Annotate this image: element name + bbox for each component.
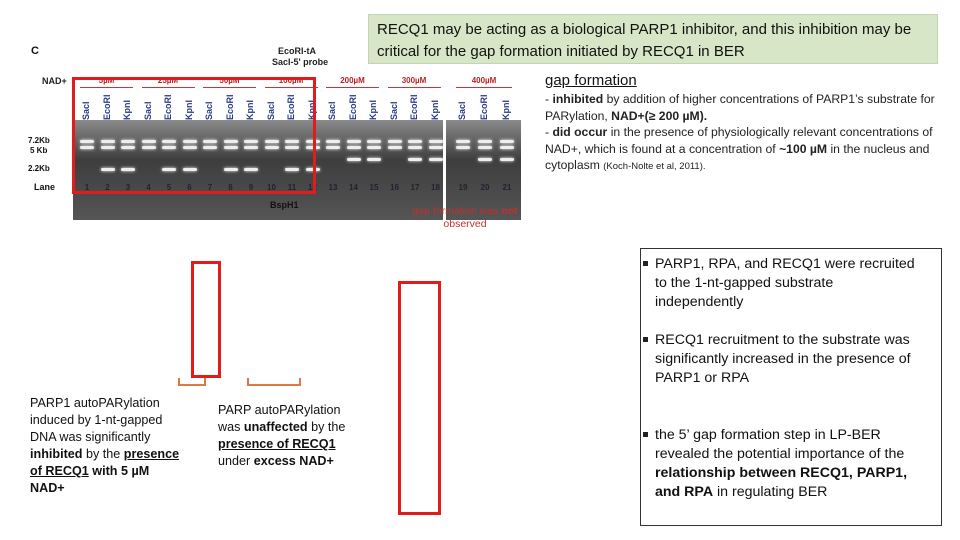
probe-label-1: EcoRI-tA (278, 46, 316, 56)
gel-band (326, 146, 340, 149)
enzyme-label: SacI (204, 101, 214, 120)
gel-band (429, 146, 443, 149)
gel-band (456, 146, 470, 149)
gel-band (478, 146, 492, 149)
lane-number: 7 (207, 183, 213, 192)
gel-band (429, 140, 443, 143)
summary-bullet-box (640, 248, 942, 526)
lane-number: 16 (390, 183, 399, 192)
bullet-square-icon (643, 337, 648, 342)
enzyme-label: SacI (265, 101, 276, 120)
bsph1-label: BspH1 (270, 200, 299, 210)
gap-not-observed-note: gap formation was not observed (412, 205, 518, 230)
gel-band (408, 158, 422, 161)
lane-number: 9 (248, 183, 254, 192)
lane-bracket-mid (247, 378, 301, 386)
lane-number: 13 (328, 183, 338, 192)
mid-caption: PARP autoPARylation was unaffected by the presence of RECQ1 under excess NAD+ (218, 403, 346, 468)
concentration-label: 100µM (278, 76, 304, 85)
concentration-label: 200µM (340, 76, 365, 85)
gel-band (478, 158, 492, 161)
gap-formation-heading: gap formation (545, 72, 637, 89)
bullet-item: RECQ1 recruitment to the substrate was significantly increased in the presence of PARP1 or RPA (655, 331, 925, 388)
lane-number: 19 (458, 183, 468, 192)
enzyme-label: KpnI (183, 100, 194, 120)
lane-number: 5 (166, 183, 172, 192)
enzyme-label: SacI (327, 101, 337, 120)
gel-band (500, 146, 514, 149)
concentration-underline (456, 87, 512, 88)
lane-number: 11 (287, 183, 297, 192)
gel-band (388, 140, 402, 143)
enzyme-label: SacI (81, 101, 91, 120)
blot-highlight-box-left (191, 261, 221, 378)
lane-number: 15 (369, 183, 379, 192)
lane-number: 20 (480, 183, 490, 192)
lane-number: 10 (267, 183, 276, 192)
enzyme-label: EcoRI (479, 94, 489, 120)
enzyme-label: KpnI (368, 100, 378, 120)
panel-letter: C (31, 45, 39, 57)
enzyme-label: KpnI (122, 100, 132, 120)
enzyme-label: EcoRI (101, 94, 112, 120)
gel-band (347, 158, 361, 161)
enzyme-label: EcoRI (163, 94, 173, 120)
gel-highlight-box (72, 77, 316, 194)
lane-number: 2 (105, 183, 110, 192)
gel-band (478, 140, 492, 143)
probe-label-2: SacI-5' probe (272, 57, 329, 67)
gap-formation-description: - inhibited by addition of higher concentrations of PARP1’s substrate for PARylation, NAD+(≥ 200 µM). - did occur in the presence of physiologically relevant concentrations of NAD+, which is found at a concentration of ~100 µM in the nucleus and cytoplasm (Koch-Nolte et al, 2011). (545, 92, 935, 172)
bullet-square-icon (643, 261, 648, 266)
enzyme-label: KpnI (429, 100, 440, 120)
size-label-7kb: 7.2Kb (28, 136, 50, 145)
lane-number: 6 (187, 183, 192, 192)
concentration-label: 5µM (98, 76, 115, 85)
enzyme-label: EcoRI (347, 94, 358, 120)
gel-band (367, 158, 381, 161)
gel-band (429, 158, 443, 161)
enzyme-label: KpnI (501, 100, 511, 120)
gel-band (500, 140, 514, 143)
bullet-square-icon (643, 432, 648, 437)
concentration-underline (326, 87, 379, 88)
lane-number: 21 (502, 183, 512, 192)
lane-number: 8 (228, 183, 233, 192)
enzyme-label: SacI (142, 101, 153, 120)
concentration-underline (388, 87, 441, 88)
lane-number: 18 (431, 183, 440, 192)
enzyme-label: KpnI (245, 100, 255, 120)
lane-number: 3 (125, 183, 131, 192)
lane-number: 14 (349, 183, 358, 192)
enzyme-label: SacI (457, 101, 467, 120)
gel-band (408, 140, 422, 143)
concentration-label: 300µM (401, 76, 427, 85)
bullet-item: the 5’ gap formation step in LP-BER revealed the potential importance of the relationship between RECQ1, PARP1, and RPA in regulating BER (655, 426, 925, 502)
enzyme-label: KpnI (306, 100, 317, 120)
lane-number: 17 (410, 183, 420, 192)
enzyme-label: EcoRI (286, 94, 296, 120)
enzyme-label: EcoRI (224, 94, 235, 120)
gel-band (456, 140, 470, 143)
nad-label: NAD+ (42, 76, 67, 86)
left-caption: PARP1 autoPARylation induced by 1-nt-gapped DNA was significantly inhibited by the presence of RECQ1 with 5 µM NAD+ (30, 396, 180, 495)
bullet-item: PARP1, RPA, and RECQ1 were recruited to the 1-nt-gapped substrate independently (655, 255, 925, 312)
gel-band (347, 140, 361, 143)
lane-bracket-left (178, 378, 206, 386)
slide-title: RECQ1 may be acting as a biological PARP1 inhibitor, and this inhibition may be critical for the gap formation initiated by RECQ1 in BER (368, 14, 938, 64)
blot-highlight-box-right (398, 281, 441, 515)
lane-number: 4 (146, 183, 151, 192)
concentration-label: 400µM (471, 76, 497, 85)
gel-band (408, 146, 422, 149)
size-label-2kb: 2.2Kb (28, 164, 50, 173)
lane-number: 12 (308, 183, 317, 192)
gel-band (347, 146, 361, 149)
enzyme-label: SacI (388, 101, 399, 120)
lane-number: 1 (84, 183, 90, 192)
gel-band (367, 146, 381, 149)
gel-band (326, 140, 340, 143)
gel-band (500, 158, 514, 161)
enzyme-label: EcoRI (409, 94, 419, 120)
size-label-5kb: 5 Kb (30, 146, 48, 155)
concentration-label: 25µM (157, 76, 179, 85)
lane-label: Lane (34, 182, 56, 192)
concentration-label: 50µM (219, 76, 240, 85)
gel-band (367, 140, 381, 143)
gel-band (388, 146, 402, 149)
gel-figure (28, 40, 528, 220)
